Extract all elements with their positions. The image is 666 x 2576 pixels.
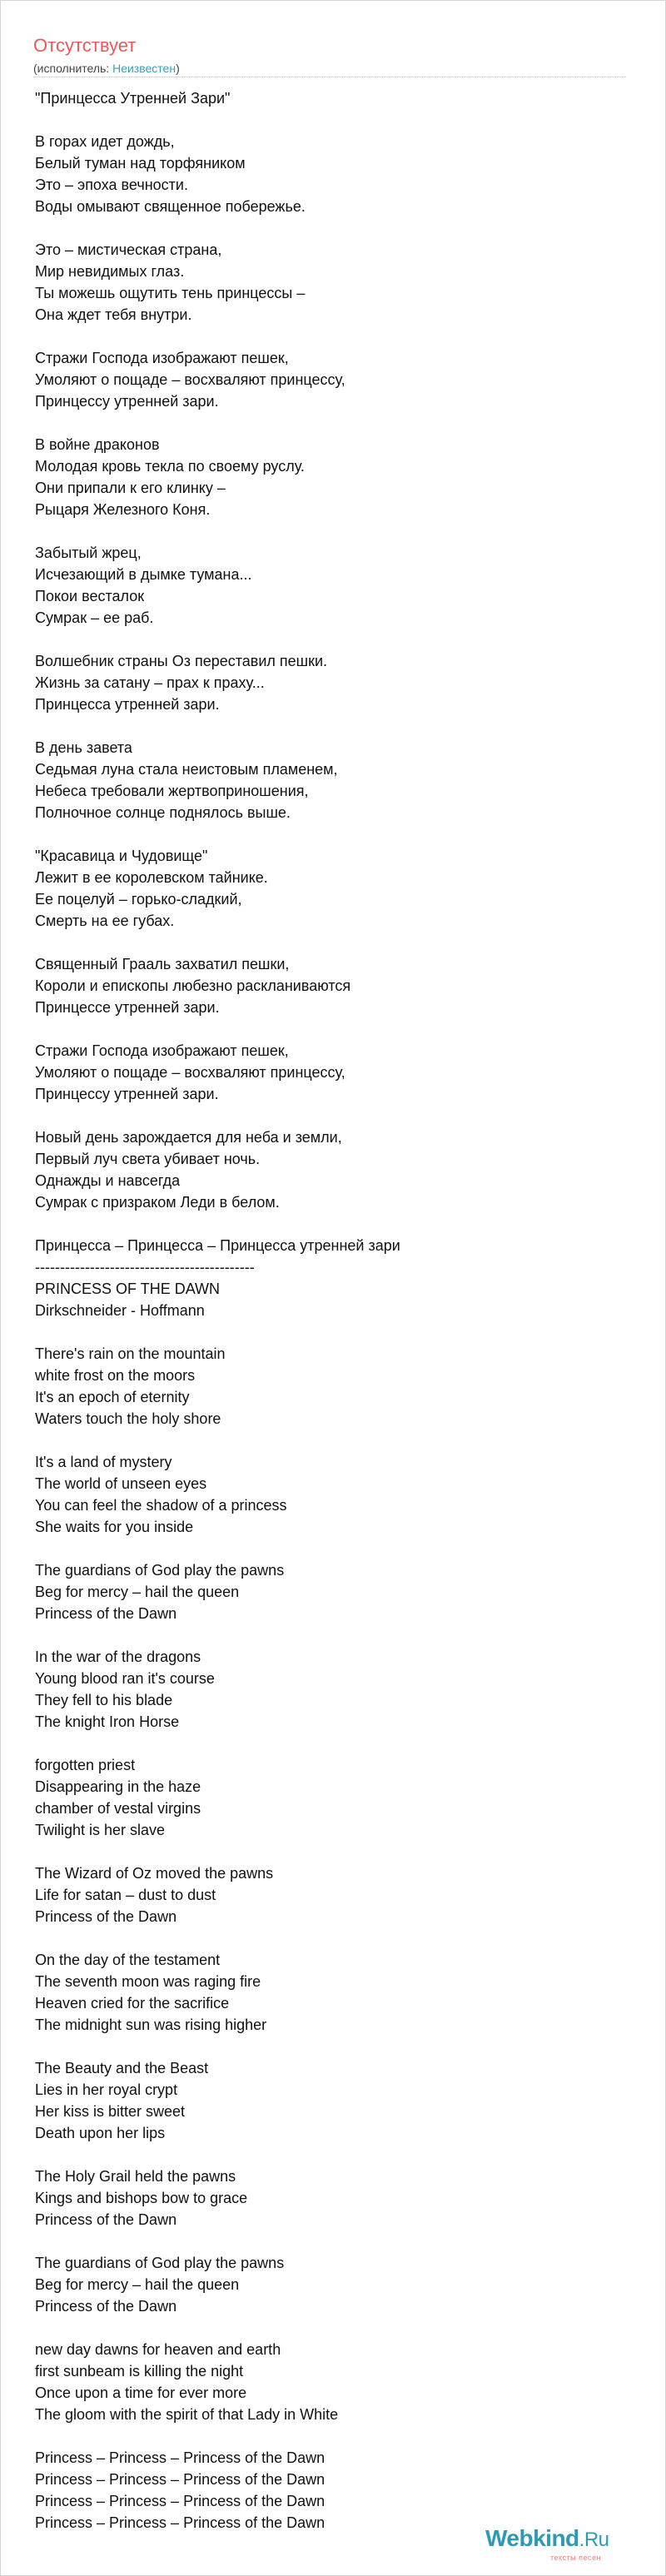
- lyric-line: Исчезающий в дымке тумана...: [35, 566, 252, 583]
- lyric-line: Воды омывают священное побережье.: [35, 198, 306, 215]
- lyric-line: The gloom with the spirit of that Lady in White: [35, 2406, 339, 2423]
- lyric-stanza: [35, 1126, 634, 1213]
- lyric-line: Princess – Princess – Princess of the Dawn: [35, 2471, 326, 2488]
- lyric-stanza: [35, 87, 634, 109]
- lyric-line: Waters touch the holy shore: [35, 1410, 221, 1427]
- logo-wordmark: [485, 2525, 644, 2554]
- lyric-line: The Beauty and the Beast: [35, 2060, 209, 2076]
- lyric-line: Twilight is her slave: [35, 1822, 166, 1838]
- lyric-line: Lies in her royal crypt: [35, 2081, 178, 2098]
- lyric-line: Стражи Господа изображают пешек,: [35, 350, 289, 366]
- artist-line: [33, 60, 626, 77]
- lyric-stanza: [35, 2057, 634, 2144]
- lyric-line: Princess – Princess – Princess of the Dawn: [35, 2493, 326, 2509]
- lyric-stanza: [35, 2339, 634, 2425]
- lyric-stanza: [35, 737, 634, 823]
- lyric-line: Ее поцелуй – горько-сладкий,: [35, 891, 242, 908]
- lyric-stanza: [35, 1646, 634, 1733]
- lyric-line: Покои весталок: [35, 588, 145, 604]
- lyric-line: In the war of the dragons: [35, 1649, 201, 1665]
- lyric-stanza: [35, 347, 634, 412]
- lyric-line: The seventh moon was raging fire: [35, 1973, 261, 1990]
- lyric-line: On the day of the testament: [35, 1952, 221, 1968]
- lyric-line: Стражи Господа изображают пешек,: [35, 1042, 289, 1059]
- lyric-line: Умоляют о пощаде – восхваляют принцессу,: [35, 371, 345, 388]
- lyric-line: The midnight sun was rising higher: [35, 2017, 267, 2033]
- lyrics-body: [35, 87, 634, 2555]
- lyric-line: Они припали к его клинку –: [35, 480, 226, 496]
- lyric-line: They fell to his blade: [35, 1692, 173, 1708]
- lyric-stanza: [35, 434, 634, 520]
- lyric-stanza: [35, 953, 634, 1018]
- lyric-line: --------------------------------------------: [35, 1259, 255, 1276]
- lyric-line: You can feel the shadow of a princess: [35, 1497, 287, 1514]
- lyric-stanza: [35, 2252, 634, 2317]
- lyric-stanza: [35, 1949, 634, 2036]
- lyric-line: Мир невидимых глаз.: [35, 263, 185, 280]
- lyric-line: Сумрак – ее раб.: [35, 609, 154, 626]
- lyric-line: PRINCESS OF THE DAWN: [35, 1281, 221, 1297]
- lyric-line: Disappearing in the haze: [35, 1778, 201, 1795]
- artist-prefix: (исполнитель:: [33, 62, 113, 75]
- lyric-line: There's rain on the mountain: [35, 1345, 226, 1362]
- lyric-stanza: [35, 1235, 634, 1321]
- lyric-line: Рыцаря Железного Коня.: [35, 501, 211, 518]
- lyric-stanza: [35, 1451, 634, 1538]
- lyric-line: Princess – Princess – Princess of the Dawn: [35, 2449, 326, 2466]
- lyric-line: Kings and bishops bow to grace: [35, 2190, 248, 2206]
- artist-link[interactable]: Неизвестен: [112, 62, 176, 75]
- lyric-line: Princess of the Dawn: [35, 1605, 177, 1622]
- lyric-line: "Красавица и Чудовище": [35, 848, 208, 864]
- lyric-line: Принцессу утренней зари.: [35, 1086, 219, 1102]
- lyric-line: It's an epoch of eternity: [35, 1389, 190, 1405]
- lyric-line: white frost on the moors: [35, 1367, 196, 1384]
- lyric-line: Сумрак с призраком Леди в белом.: [35, 1194, 280, 1211]
- lyric-line: Забытый жрец,: [35, 545, 142, 561]
- lyric-line: Принцессе утренней зари.: [35, 999, 220, 1016]
- lyric-stanza: [35, 1862, 634, 1927]
- logo-subtitle: тексты песен: [550, 2554, 602, 2562]
- lyric-line: Однажды и навсегда: [35, 1172, 181, 1189]
- song-title: Отсутствует: [33, 35, 137, 56]
- lyric-stanza: [35, 1754, 634, 1841]
- lyric-stanza: [35, 845, 634, 932]
- lyric-line: Принцесса утренней зари.: [35, 696, 220, 713]
- lyric-stanza: [35, 1040, 634, 1105]
- artist-suffix: ): [176, 62, 180, 75]
- lyric-line: Белый туман над торфяником: [35, 155, 246, 172]
- logo-main-text: Webkind: [485, 2525, 579, 2551]
- lyric-line: В горах идет дождь,: [35, 133, 175, 150]
- lyric-line: Смерть на ее губах.: [35, 913, 175, 929]
- lyric-line: She waits for you inside: [35, 1519, 194, 1535]
- lyric-stanza: [35, 2166, 634, 2230]
- lyric-stanza: [35, 542, 634, 629]
- lyric-line: It's a land of mystery: [35, 1454, 172, 1470]
- lyric-line: Ты можешь ощутить тень принцессы –: [35, 285, 306, 301]
- lyric-line: Короли и епископы любезно раскланиваются: [35, 977, 351, 994]
- lyric-line: Princess of the Dawn: [35, 2298, 177, 2315]
- lyric-line: Princess – Princess – Princess of the Dawn: [35, 2514, 326, 2531]
- lyric-line: chamber of vestal virgins: [35, 1800, 201, 1817]
- lyric-stanza: [35, 2447, 634, 2534]
- lyric-line: Princess of the Dawn: [35, 2211, 177, 2228]
- logo-tld: .Ru: [579, 2529, 609, 2551]
- lyric-stanza: [35, 131, 634, 217]
- lyric-stanza: [35, 239, 634, 326]
- lyric-stanza: [35, 1559, 634, 1624]
- lyric-stanza: [35, 1343, 634, 1430]
- lyric-line: The world of unseen eyes: [35, 1475, 207, 1492]
- lyric-line: "Принцесса Утренней Зари": [35, 90, 231, 107]
- lyric-line: Dirkschneider - Hoffmann: [35, 1302, 205, 1319]
- lyric-line: Жизнь за сатану – прах к праху...: [35, 674, 265, 691]
- lyric-line: Princess of the Dawn: [35, 1908, 177, 1925]
- lyric-line: Это – мистическая страна,: [35, 241, 222, 258]
- lyric-line: Это – эпоха вечности.: [35, 177, 188, 193]
- lyric-line: Young blood ran it's course: [35, 1670, 215, 1687]
- lyric-line: В войне драконов: [35, 436, 160, 453]
- lyric-line: Beg for mercy – hail the queen: [35, 1584, 240, 1600]
- lyric-line: В день завета: [35, 739, 132, 756]
- lyric-line: Принцессу утренней зари.: [35, 393, 219, 410]
- lyric-line: Небеса требовали жертвоприношения,: [35, 783, 309, 799]
- site-logo[interactable]: [485, 2525, 644, 2565]
- lyric-line: new day dawns for heaven and earth: [35, 2341, 281, 2358]
- lyric-line: Новый день зарождается для неба и земли,: [35, 1129, 342, 1146]
- lyric-line: Heaven cried for the sacrifice: [35, 1995, 230, 2012]
- lyric-line: Умоляют о пощаде – восхваляют принцессу,: [35, 1064, 345, 1081]
- lyric-line: first sunbeam is killing the night: [35, 2363, 244, 2380]
- lyric-line: Седьмая луна стала неистовым пламенем,: [35, 761, 338, 778]
- lyric-line: Once upon a time for ever more: [35, 2385, 247, 2401]
- lyric-line: The guardians of God play the pawns: [35, 2255, 285, 2271]
- lyric-line: The Wizard of Oz moved the pawns: [35, 1865, 274, 1882]
- lyric-line: Death upon her lips: [35, 2125, 166, 2141]
- lyric-line: Она ждет тебя внутри.: [35, 306, 192, 323]
- lyric-line: Первый луч света убивает ночь.: [35, 1151, 261, 1167]
- lyric-line: forgotten priest: [35, 1757, 136, 1773]
- lyric-stanza: [35, 650, 634, 715]
- lyric-line: Beg for mercy – hail the queen: [35, 2276, 240, 2293]
- lyric-line: The guardians of God play the pawns: [35, 1562, 285, 1579]
- lyric-line: Her kiss is bitter sweet: [35, 2103, 186, 2120]
- lyric-line: The knight Iron Horse: [35, 1713, 180, 1730]
- lyric-line: Life for satan – dust to dust: [35, 1887, 216, 1903]
- lyric-line: Молодая кровь текла по своему руслу.: [35, 458, 305, 475]
- lyric-line: Волшебник страны Оз переставил пешки.: [35, 653, 328, 669]
- lyric-line: Лежит в ее королевском тайнике.: [35, 869, 268, 886]
- lyric-line: Священный Грааль захватил пешки,: [35, 956, 290, 972]
- lyric-line: Полночное солнце поднялось выше.: [35, 804, 291, 821]
- lyric-line: Принцесса – Принцесса – Принцесса утренней зари: [35, 1237, 400, 1254]
- lyric-line: The Holy Grail held the pawns: [35, 2168, 236, 2185]
- song-header: [33, 33, 626, 77]
